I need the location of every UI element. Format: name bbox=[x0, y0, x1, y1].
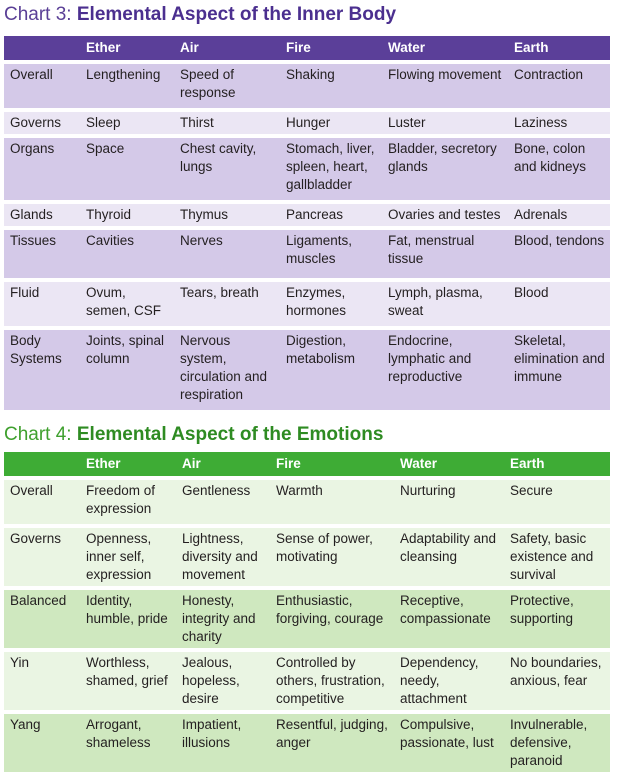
table-cell: Lengthening bbox=[80, 64, 174, 108]
row-label: Governs bbox=[4, 112, 80, 134]
table-cell: Openness, inner self, expression bbox=[80, 528, 176, 586]
table-cell: Nurturing bbox=[394, 480, 504, 524]
table-cell: Luster bbox=[382, 112, 508, 134]
table-cell: Flowing movement bbox=[382, 64, 508, 108]
row-label: Yang bbox=[4, 714, 80, 772]
header-cell: Water bbox=[382, 36, 508, 60]
table-cell: Protective, supporting bbox=[504, 590, 610, 648]
header-cell: Fire bbox=[280, 36, 382, 60]
table-cell: Lightness, diversity and movement bbox=[176, 528, 270, 586]
table-row bbox=[4, 138, 610, 200]
row-label: Fluid bbox=[4, 282, 80, 326]
table-cell: Enthusiastic, forgiving, courage bbox=[270, 590, 394, 648]
table-row bbox=[4, 528, 610, 586]
table-cell: Nervous system, circulation and respiration bbox=[174, 330, 280, 410]
table-row bbox=[4, 282, 610, 326]
table-row bbox=[4, 714, 610, 772]
table-cell: Speed of response bbox=[174, 64, 280, 108]
emotions-table bbox=[4, 448, 610, 776]
table-cell: Tears, breath bbox=[174, 282, 280, 326]
table-cell: Pancreas bbox=[280, 204, 382, 226]
header-cell: Ether bbox=[80, 452, 176, 476]
chart-3-prefix: Chart 3: bbox=[4, 4, 72, 25]
chart-3-name: Elemental Aspect of the Inner Body bbox=[76, 4, 397, 25]
table-cell: Thyroid bbox=[80, 204, 174, 226]
table-cell: Lymph, plasma, sweat bbox=[382, 282, 508, 326]
header-row bbox=[4, 452, 610, 476]
table-cell: Gentleness bbox=[176, 480, 270, 524]
row-label: Yin bbox=[4, 652, 80, 710]
table-row bbox=[4, 330, 610, 410]
inner-body-table bbox=[4, 32, 610, 414]
table-cell: Ovaries and testes bbox=[382, 204, 508, 226]
table-cell: Nerves bbox=[174, 230, 280, 278]
table-cell: Compulsive, passionate, lust bbox=[394, 714, 504, 772]
table-cell: Digestion, metabolism bbox=[280, 330, 382, 410]
header-cell: Fire bbox=[270, 452, 394, 476]
table-cell: Adaptability and cleansing bbox=[394, 528, 504, 586]
table-cell: Resentful, judging, anger bbox=[270, 714, 394, 772]
table-cell: Ligaments, muscles bbox=[280, 230, 382, 278]
row-label: Body Systems bbox=[4, 330, 80, 410]
table-cell: Stomach, liver, spleen, heart, gallbladder bbox=[280, 138, 382, 200]
table-cell: Sense of power, motivating bbox=[270, 528, 394, 586]
row-label: Organs bbox=[4, 138, 80, 200]
table-row bbox=[4, 204, 610, 226]
table-cell: Bladder, secretory glands bbox=[382, 138, 508, 200]
table-cell: Blood, tendons bbox=[508, 230, 610, 278]
table-cell: Endocrine, lymphatic and reproductive bbox=[382, 330, 508, 410]
table-cell: Enzymes, hormones bbox=[280, 282, 382, 326]
table-cell: Impatient, illusions bbox=[176, 714, 270, 772]
table-cell: Thirst bbox=[174, 112, 280, 134]
header-row bbox=[4, 36, 610, 60]
chart-4-prefix: Chart 4: bbox=[4, 424, 72, 445]
table-row bbox=[4, 590, 610, 648]
table-cell: Cavities bbox=[80, 230, 174, 278]
table-cell: Shaking bbox=[280, 64, 382, 108]
chart-4 bbox=[0, 424, 614, 776]
header-cell: Water bbox=[394, 452, 504, 476]
table-cell: Secure bbox=[504, 480, 610, 524]
table-cell: Contraction bbox=[508, 64, 610, 108]
table-cell: Sleep bbox=[80, 112, 174, 134]
table-cell: Blood bbox=[508, 282, 610, 326]
table-cell: Adrenals bbox=[508, 204, 610, 226]
header-cell: Earth bbox=[504, 452, 610, 476]
table-row bbox=[4, 230, 610, 278]
table-cell: Hunger bbox=[280, 112, 382, 134]
table-cell: No boundaries, anxious, fear bbox=[504, 652, 610, 710]
table-cell: Ovum, semen, CSF bbox=[80, 282, 174, 326]
table-cell: Warmth bbox=[270, 480, 394, 524]
header-cell: Ether bbox=[80, 36, 174, 60]
row-label: Glands bbox=[4, 204, 80, 226]
table-cell: Space bbox=[80, 138, 174, 200]
table-cell: Fat, menstrual tissue bbox=[382, 230, 508, 278]
chart-4-name: Elemental Aspect of the Emotions bbox=[76, 424, 384, 445]
table-cell: Identity, humble, pride bbox=[80, 590, 176, 648]
table-row bbox=[4, 652, 610, 710]
table-cell: Controlled by others, frustration, competitive bbox=[270, 652, 394, 710]
table-cell: Chest cavity, lungs bbox=[174, 138, 280, 200]
table-row bbox=[4, 480, 610, 524]
header-cell bbox=[4, 36, 80, 60]
table-cell: Honesty, integrity and charity bbox=[176, 590, 270, 648]
row-label: Governs bbox=[4, 528, 80, 586]
table-cell: Dependency, needy, attachment bbox=[394, 652, 504, 710]
table-cell: Freedom of expression bbox=[80, 480, 176, 524]
table-cell: Joints, spinal column bbox=[80, 330, 174, 410]
table-row bbox=[4, 64, 610, 108]
table-cell: Thymus bbox=[174, 204, 280, 226]
header-cell: Earth bbox=[508, 36, 610, 60]
table-cell: Skeletal, elimination and immune bbox=[508, 330, 610, 410]
row-label: Overall bbox=[4, 480, 80, 524]
chart-3 bbox=[0, 4, 614, 414]
table-cell: Bone, colon and kidneys bbox=[508, 138, 610, 200]
chart-3-title bbox=[0, 4, 614, 30]
table-cell: Worthless, shamed, grief bbox=[80, 652, 176, 710]
table-cell: Receptive, compassionate bbox=[394, 590, 504, 648]
table-cell: Laziness bbox=[508, 112, 610, 134]
header-cell bbox=[4, 452, 80, 476]
table-cell: Invulnerable, defensive, paranoid bbox=[504, 714, 610, 772]
table-cell: Jealous, hopeless, desire bbox=[176, 652, 270, 710]
table-row bbox=[4, 112, 610, 134]
row-label: Tissues bbox=[4, 230, 80, 278]
header-cell: Air bbox=[176, 452, 270, 476]
header-cell: Air bbox=[174, 36, 280, 60]
row-label: Overall bbox=[4, 64, 80, 108]
row-label: Balanced bbox=[4, 590, 80, 648]
chart-4-title bbox=[0, 424, 614, 450]
table-cell: Arrogant, shameless bbox=[80, 714, 176, 772]
table-cell: Safety, basic existence and survival bbox=[504, 528, 610, 586]
